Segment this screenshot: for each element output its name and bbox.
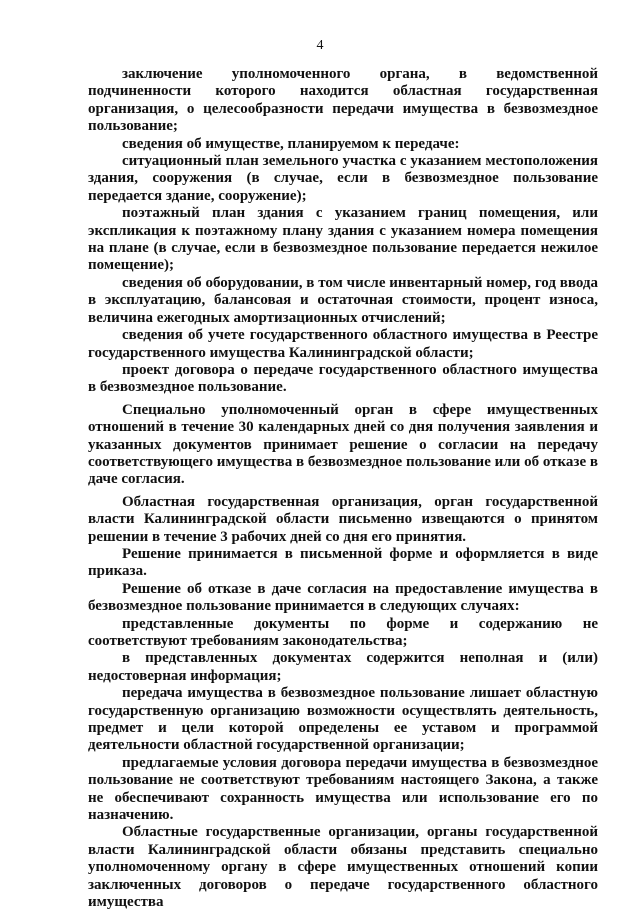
page-number: 4 (316, 38, 324, 53)
document-body (88, 66, 598, 912)
paragraph: сведения об имуществе, планируемом к передаче: (122, 135, 460, 152)
paragraph: Специально уполномоченный орган в сфере имущественных отношений в течение 30 календарных дней со дня получения заявления и указанных документов принимает решение о согласии на передачу соответствующего имущества в безвозмездное пользование или об отказе в даче согласия. (88, 401, 598, 488)
paragraph: заключение уполномоченного органа, в ведомственной подчиненности которого находится областная государственная организация, о целесообразности передачи имущества в безвозмездное пользование; (88, 66, 598, 135)
paragraph: в представленных документах содержится неполная и (или) недостоверная информация; (88, 650, 598, 684)
paragraph: сведения об оборудовании, в том числе инвентарный номер, год ввода в эксплуатацию, балансовая и остаточная стоимости, процент износа, величина ежегодных амортизационных отчислений; (88, 274, 598, 326)
paragraph: ситуационный план земельного участка с указанием местоположения здания, сооружения (в случае, если в безвозмездное пользование передается здание, сооружение); (88, 153, 598, 204)
paragraph: Областные государственные организации, органы государственной власти Калининградской области обязаны представить специально уполномоченному органу в сфере имущественных отношений копии заключенных договоров о передаче государственного областного имущества (88, 824, 598, 911)
paragraph: представленные документы по форме и содержанию не соответствуют требованиям законодательства; (88, 615, 598, 649)
paragraph: Решение об отказе в даче согласия на предоставление имущества в безвозмездное пользование принимается в следующих случаях: (88, 580, 598, 615)
paragraph: поэтажный план здания с указанием границ помещения, или экспликация к поэтажному плану здания с указанием номера помещения на плане (в случае, если в безвозмездное пользование передается нежилое помещение); (88, 205, 598, 274)
paragraph: Решение принимается в письменной форме и оформляется в виде приказа. (88, 545, 598, 580)
paragraph: передача имущества в безвозмездное пользование лишает областную государственную организацию возможности осуществлять деятельность, предмет и цели которой определены ее уставом и программой деятельности областной государственной организации; (88, 685, 598, 754)
paragraph: Областная государственная организация, орган государственной власти Калининградской области письменно извещаются о принятом решении в течение 3 рабочих дней со дня его принятия. (88, 493, 598, 545)
paragraph: сведения об учете государственного областного имущества в Реестре государственного имущества Калининградской области; (88, 327, 598, 361)
paragraph: проект договора о передаче государственного областного имущества в безвозмездное пользование. (88, 361, 598, 396)
paragraph: предлагаемые условия договора передачи имущества в безвозмездное пользование не соответствуют требованиям настоящего Закона, а также не обеспечивают сохранность имущества или использование его по назначению. (88, 754, 598, 824)
